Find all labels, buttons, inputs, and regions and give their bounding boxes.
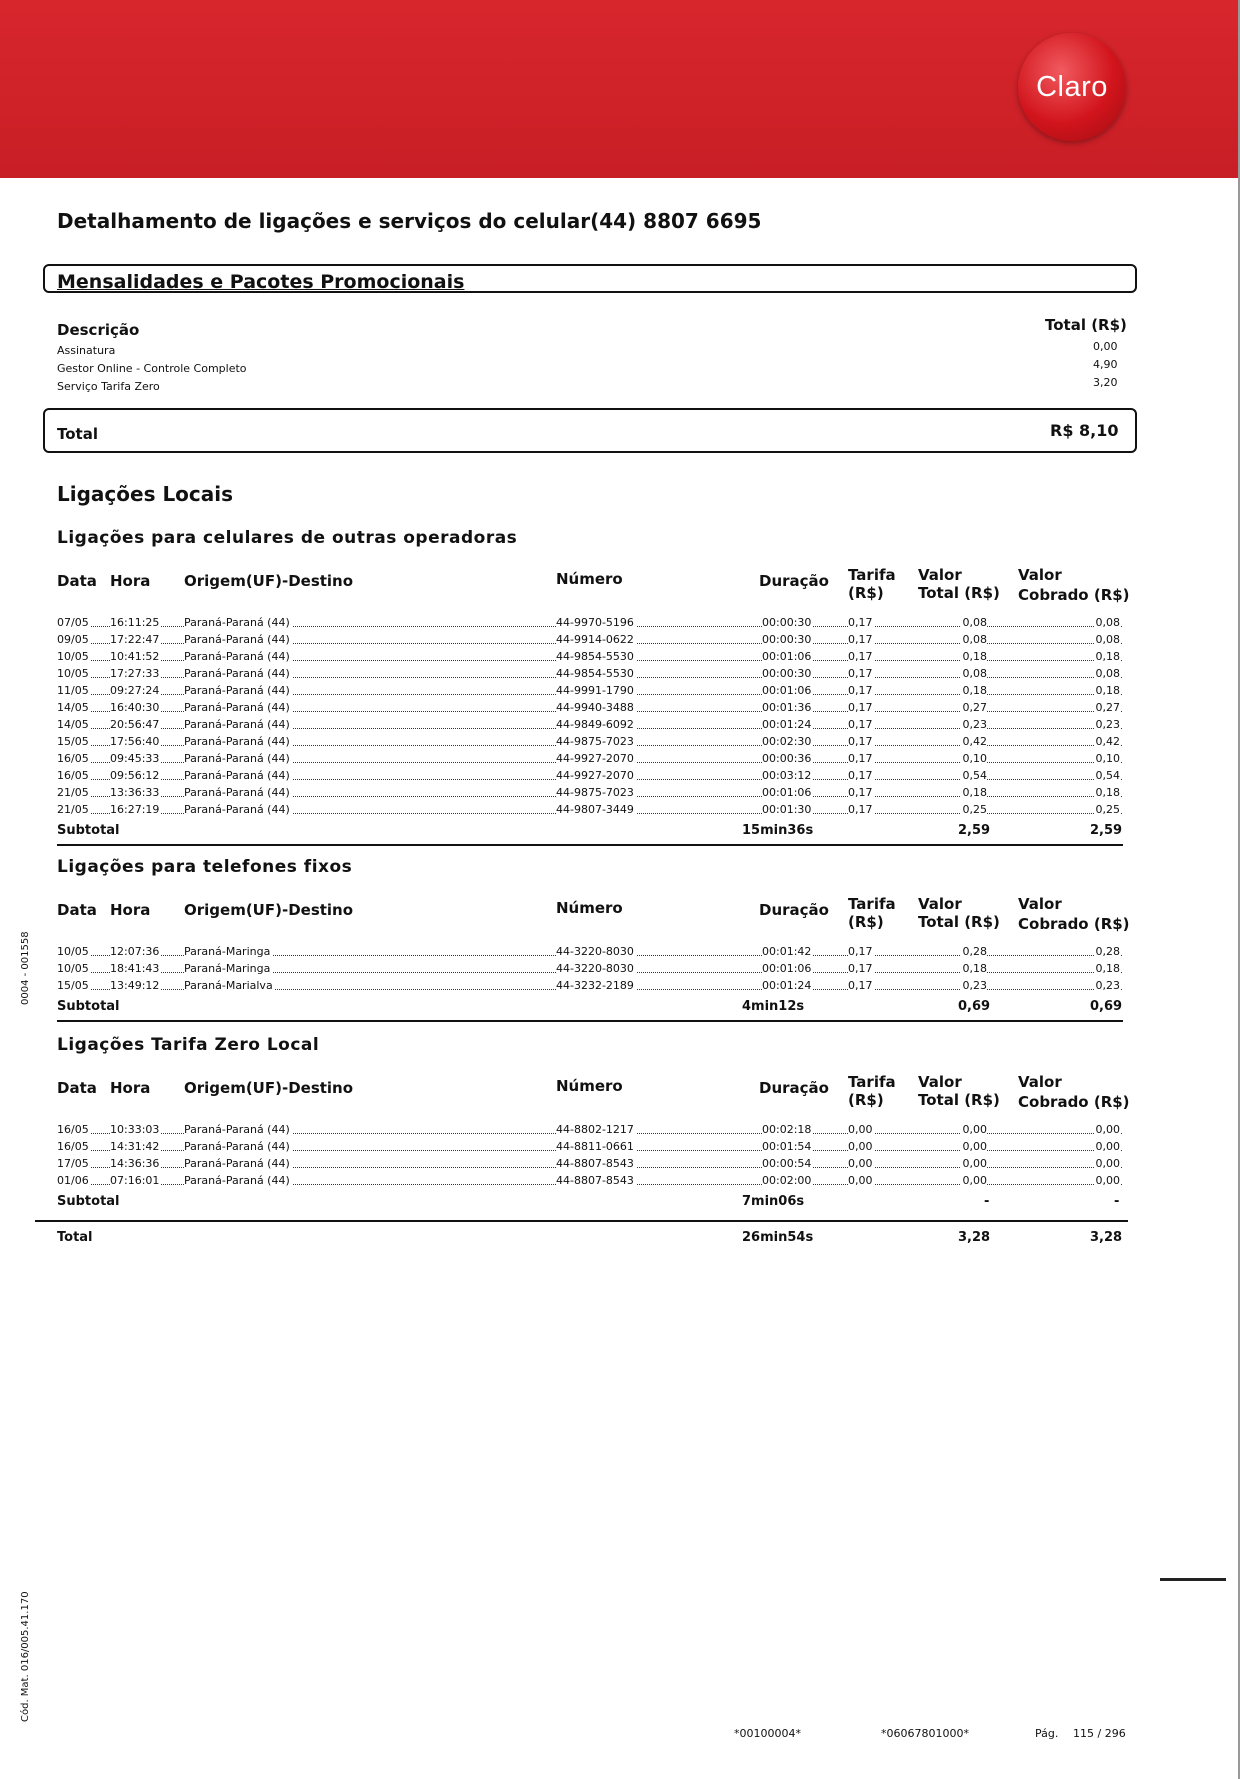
col-numero: Número bbox=[556, 1077, 623, 1095]
cell-numero: 44-3220-8030 bbox=[556, 945, 634, 958]
grand-total-cobrado: 3,28 bbox=[1090, 1230, 1123, 1245]
cell-tarifa: 0,17 bbox=[848, 735, 873, 748]
cell-numero: 44-3232-2189 bbox=[556, 979, 634, 992]
subtotal-label: Subtotal bbox=[57, 999, 120, 1014]
col-duracao: Duração bbox=[759, 572, 829, 590]
section-title: Ligações para celulares de outras operadoras bbox=[57, 528, 518, 548]
col-origem: Origem(UF)-Destino bbox=[184, 1079, 354, 1097]
table-row bbox=[57, 1157, 1122, 1174]
cell-duracao: 00:01:06 bbox=[762, 962, 812, 975]
table-row bbox=[57, 1140, 1122, 1157]
cell-tarifa: 0,00 bbox=[848, 1174, 873, 1187]
fee-value: 0,00 bbox=[1093, 340, 1118, 353]
cell-valor-total: 0,00 bbox=[962, 1174, 987, 1187]
cell-hora: 09:45:33 bbox=[110, 752, 160, 765]
cell-valor-cobrado: 0,08 bbox=[1095, 633, 1120, 646]
claro-logo: Claro bbox=[1018, 33, 1126, 141]
cell-tarifa: 0,17 bbox=[848, 701, 873, 714]
col-tarifa-unit: (R$) bbox=[848, 913, 884, 931]
col-valor-cobrado: Valor bbox=[1018, 1073, 1062, 1091]
cell-data: 21/05 bbox=[57, 803, 89, 816]
col-valor-total-unit: Total (R$) bbox=[918, 584, 1000, 602]
cell-duracao: 00:02:30 bbox=[762, 735, 812, 748]
col-valor-total: Valor bbox=[918, 895, 962, 913]
mensalidades-title: Mensalidades e Pacotes Promocionais bbox=[57, 271, 465, 293]
cell-hora: 10:33:03 bbox=[110, 1123, 160, 1136]
cell-valor-total: 0,54 bbox=[962, 769, 987, 782]
cell-data: 14/05 bbox=[57, 718, 89, 731]
cell-hora: 20:56:47 bbox=[110, 718, 160, 731]
cell-valor-cobrado: 0,18 bbox=[1095, 962, 1120, 975]
cell-valor-cobrado: 0,25 bbox=[1095, 803, 1120, 816]
subtotal-valor-cobrado: - bbox=[1114, 1194, 1120, 1209]
cell-origem: Paraná-Paraná (44) bbox=[184, 701, 290, 714]
cell-valor-total: 0,00 bbox=[962, 1140, 987, 1153]
cell-origem: Paraná-Paraná (44) bbox=[184, 718, 290, 731]
cell-duracao: 00:01:24 bbox=[762, 979, 812, 992]
cell-duracao: 00:01:06 bbox=[762, 650, 812, 663]
cell-data: 10/05 bbox=[57, 650, 89, 663]
cell-valor-total: 0,18 bbox=[962, 962, 987, 975]
cell-numero: 44-8802-1217 bbox=[556, 1123, 634, 1136]
mensalidades-total-box bbox=[43, 408, 1137, 453]
cell-tarifa: 0,17 bbox=[848, 945, 873, 958]
table-row bbox=[57, 752, 1122, 769]
table-row bbox=[57, 962, 1122, 979]
cell-valor-cobrado: 0,00 bbox=[1095, 1140, 1120, 1153]
cell-valor-cobrado: 0,54 bbox=[1095, 769, 1120, 782]
cell-numero: 44-9940-3488 bbox=[556, 701, 634, 714]
cell-data: 21/05 bbox=[57, 786, 89, 799]
cell-valor-cobrado: 0,28 bbox=[1095, 945, 1120, 958]
footer-code-1: *00100004* bbox=[734, 1727, 801, 1740]
cell-numero: 44-8811-0661 bbox=[556, 1140, 634, 1153]
subtotal-duracao: 4min12s bbox=[742, 999, 805, 1014]
cell-valor-cobrado: 0,18 bbox=[1095, 684, 1120, 697]
cell-numero: 44-9927-2070 bbox=[556, 769, 634, 782]
cell-tarifa: 0,17 bbox=[848, 633, 873, 646]
cell-hora: 12:07:36 bbox=[110, 945, 160, 958]
footer-code-2: *06067801000* bbox=[881, 1727, 969, 1740]
cell-numero: 44-9854-5530 bbox=[556, 667, 634, 680]
cell-data: 16/05 bbox=[57, 769, 89, 782]
fee-desc: Serviço Tarifa Zero bbox=[57, 380, 160, 393]
cell-valor-total: 0,08 bbox=[962, 667, 987, 680]
cell-valor-total: 0,23 bbox=[962, 718, 987, 731]
table-row bbox=[57, 701, 1122, 718]
subtotal-label: Subtotal bbox=[57, 1194, 120, 1209]
cell-origem: Paraná-Paraná (44) bbox=[184, 786, 290, 799]
cell-valor-cobrado: 0,10 bbox=[1095, 752, 1120, 765]
table-row bbox=[57, 769, 1122, 786]
cell-valor-cobrado: 0,00 bbox=[1095, 1174, 1120, 1187]
cell-hora: 17:27:33 bbox=[110, 667, 160, 680]
cell-numero: 44-8807-8543 bbox=[556, 1157, 634, 1170]
subtotal-label: Subtotal bbox=[57, 823, 120, 838]
col-numero: Número bbox=[556, 899, 623, 917]
cell-data: 14/05 bbox=[57, 701, 89, 714]
col-descricao: Descrição bbox=[57, 321, 140, 339]
cell-valor-total: 0,23 bbox=[962, 979, 987, 992]
cell-numero: 44-9875-7023 bbox=[556, 786, 634, 799]
cell-valor-cobrado: 0,00 bbox=[1095, 1123, 1120, 1136]
cell-origem: Paraná-Paraná (44) bbox=[184, 769, 290, 782]
page-label: Pág. bbox=[1035, 1727, 1059, 1740]
cell-tarifa: 0,17 bbox=[848, 979, 873, 992]
cell-numero: 44-9807-3449 bbox=[556, 803, 634, 816]
grand-total-rule bbox=[35, 1220, 1128, 1222]
cell-data: 16/05 bbox=[57, 1123, 89, 1136]
cell-numero: 44-9991-1790 bbox=[556, 684, 634, 697]
cell-hora: 16:40:30 bbox=[110, 701, 160, 714]
cell-duracao: 00:01:54 bbox=[762, 1140, 812, 1153]
col-data: Data bbox=[57, 1079, 97, 1097]
cell-valor-cobrado: 0,08 bbox=[1095, 667, 1120, 680]
col-data: Data bbox=[57, 901, 97, 919]
cell-data: 01/06 bbox=[57, 1174, 89, 1187]
table-row bbox=[57, 650, 1122, 667]
cell-valor-total: 0,10 bbox=[962, 752, 987, 765]
cell-data: 10/05 bbox=[57, 667, 89, 680]
cell-duracao: 00:01:36 bbox=[762, 701, 812, 714]
grand-total-duracao: 26min54s bbox=[742, 1230, 814, 1245]
col-valor-cobrado-unit: Cobrado (R$) bbox=[1018, 915, 1130, 933]
subtotal-rule bbox=[57, 1020, 1123, 1022]
cell-duracao: 00:00:54 bbox=[762, 1157, 812, 1170]
cell-valor-total: 0,42 bbox=[962, 735, 987, 748]
cell-hora: 17:56:40 bbox=[110, 735, 160, 748]
cell-hora: 13:36:33 bbox=[110, 786, 160, 799]
cell-tarifa: 0,17 bbox=[848, 718, 873, 731]
cell-duracao: 00:03:12 bbox=[762, 769, 812, 782]
subtotal-duracao: 15min36s bbox=[742, 823, 814, 838]
col-tarifa-unit: (R$) bbox=[848, 584, 884, 602]
page-number: 115 / 296 bbox=[1073, 1727, 1126, 1740]
cell-tarifa: 0,17 bbox=[848, 616, 873, 629]
cell-numero: 44-9927-2070 bbox=[556, 752, 634, 765]
cell-numero: 44-3220-8030 bbox=[556, 962, 634, 975]
cell-numero: 44-9914-0622 bbox=[556, 633, 634, 646]
cell-valor-cobrado: 0,27 bbox=[1095, 701, 1120, 714]
fee-desc: Assinatura bbox=[57, 344, 116, 357]
cell-data: 17/05 bbox=[57, 1157, 89, 1170]
col-valor-cobrado-unit: Cobrado (R$) bbox=[1018, 586, 1130, 604]
subtotal-duracao: 7min06s bbox=[742, 1194, 805, 1209]
table-row bbox=[57, 1174, 1122, 1191]
cell-valor-cobrado: 0,42 bbox=[1095, 735, 1120, 748]
table-row bbox=[57, 616, 1122, 633]
cell-duracao: 00:01:24 bbox=[762, 718, 812, 731]
cell-valor-cobrado: 0,08 bbox=[1095, 616, 1120, 629]
cell-valor-cobrado: 0,00 bbox=[1095, 1157, 1120, 1170]
cell-valor-total: 0,00 bbox=[962, 1157, 987, 1170]
cell-duracao: 00:00:30 bbox=[762, 667, 812, 680]
subtotal-valor-cobrado: 0,69 bbox=[1090, 999, 1123, 1014]
cell-valor-total: 0,18 bbox=[962, 650, 987, 663]
cell-duracao: 00:01:42 bbox=[762, 945, 812, 958]
cell-numero: 44-9849-6092 bbox=[556, 718, 634, 731]
col-valor-cobrado-unit: Cobrado (R$) bbox=[1018, 1093, 1130, 1111]
table-row bbox=[57, 979, 1122, 996]
col-valor-total: Valor bbox=[918, 566, 962, 584]
cell-hora: 13:49:12 bbox=[110, 979, 160, 992]
cell-origem: Paraná-Maringa bbox=[184, 945, 271, 958]
col-duracao: Duração bbox=[759, 1079, 829, 1097]
cell-duracao: 00:01:06 bbox=[762, 684, 812, 697]
grand-total-valor: 3,28 bbox=[958, 1230, 991, 1245]
col-duracao: Duração bbox=[759, 901, 829, 919]
subtotal-valor-total: - bbox=[984, 1194, 990, 1209]
cell-duracao: 00:02:18 bbox=[762, 1123, 812, 1136]
cell-data: 10/05 bbox=[57, 962, 89, 975]
subtotal-rule bbox=[57, 844, 1123, 846]
table-row bbox=[57, 1123, 1122, 1140]
cell-tarifa: 0,17 bbox=[848, 752, 873, 765]
cell-tarifa: 0,17 bbox=[848, 803, 873, 816]
cell-origem: Paraná-Paraná (44) bbox=[184, 803, 290, 816]
cell-tarifa: 0,00 bbox=[848, 1123, 873, 1136]
section-title: Ligações para telefones fixos bbox=[57, 857, 353, 877]
fee-value: 4,90 bbox=[1093, 358, 1118, 371]
cell-valor-total: 0,27 bbox=[962, 701, 987, 714]
col-tarifa: Tarifa bbox=[848, 566, 896, 584]
col-tarifa: Tarifa bbox=[848, 1073, 896, 1091]
cell-origem: Paraná-Paraná (44) bbox=[184, 633, 290, 646]
cell-duracao: 00:01:30 bbox=[762, 803, 812, 816]
subtotal-valor-cobrado: 2,59 bbox=[1090, 823, 1123, 838]
cell-hora: 14:36:36 bbox=[110, 1157, 160, 1170]
cell-hora: 10:41:52 bbox=[110, 650, 160, 663]
cell-origem: Paraná-Paraná (44) bbox=[184, 616, 290, 629]
cell-tarifa: 0,00 bbox=[848, 1157, 873, 1170]
col-hora: Hora bbox=[110, 572, 151, 590]
cell-hora: 07:16:01 bbox=[110, 1174, 160, 1187]
margin-mark bbox=[1160, 1578, 1226, 1581]
cell-tarifa: 0,17 bbox=[848, 684, 873, 697]
grand-total-label: Total bbox=[57, 1230, 93, 1245]
table-row bbox=[57, 718, 1122, 735]
table-row bbox=[57, 803, 1122, 820]
cell-tarifa: 0,17 bbox=[848, 962, 873, 975]
cell-origem: Paraná-Paraná (44) bbox=[184, 684, 290, 697]
col-origem: Origem(UF)-Destino bbox=[184, 572, 354, 590]
cell-hora: 18:41:43 bbox=[110, 962, 160, 975]
cod-mat: Cód. Mat. 016/005.41.170 bbox=[20, 1591, 31, 1722]
cell-data: 16/05 bbox=[57, 1140, 89, 1153]
cell-hora: 09:27:24 bbox=[110, 684, 160, 697]
cell-duracao: 00:02:00 bbox=[762, 1174, 812, 1187]
cell-origem: Paraná-Maringa bbox=[184, 962, 271, 975]
cell-data: 16/05 bbox=[57, 752, 89, 765]
cell-data: 15/05 bbox=[57, 979, 89, 992]
mensalidades-total-label: Total bbox=[57, 425, 98, 443]
cell-duracao: 00:00:36 bbox=[762, 752, 812, 765]
table-row bbox=[57, 786, 1122, 803]
subtotal-valor-total: 0,69 bbox=[958, 999, 991, 1014]
cell-valor-total: 0,28 bbox=[962, 945, 987, 958]
cell-numero: 44-9854-5530 bbox=[556, 650, 634, 663]
cell-numero: 44-9875-7023 bbox=[556, 735, 634, 748]
cell-origem: Paraná-Paraná (44) bbox=[184, 1157, 290, 1170]
cell-data: 10/05 bbox=[57, 945, 89, 958]
cell-numero: 44-9970-5196 bbox=[556, 616, 634, 629]
cell-hora: 16:11:25 bbox=[110, 616, 160, 629]
cell-data: 15/05 bbox=[57, 735, 89, 748]
cell-tarifa: 0,00 bbox=[848, 1140, 873, 1153]
cell-data: 09/05 bbox=[57, 633, 89, 646]
fee-desc: Gestor Online - Controle Completo bbox=[57, 362, 247, 375]
col-valor-cobrado: Valor bbox=[1018, 895, 1062, 913]
cell-origem: Paraná-Paraná (44) bbox=[184, 1140, 290, 1153]
cell-tarifa: 0,17 bbox=[848, 786, 873, 799]
cell-data: 07/05 bbox=[57, 616, 89, 629]
cell-valor-total: 0,08 bbox=[962, 633, 987, 646]
col-origem: Origem(UF)-Destino bbox=[184, 901, 354, 919]
table-row bbox=[57, 667, 1122, 684]
cell-hora: 14:31:42 bbox=[110, 1140, 160, 1153]
section-title: Ligações Tarifa Zero Local bbox=[57, 1035, 320, 1055]
col-total-rs: Total (R$) bbox=[1045, 316, 1127, 334]
cell-origem: Paraná-Paraná (44) bbox=[184, 1174, 290, 1187]
col-hora: Hora bbox=[110, 901, 151, 919]
cell-valor-total: 0,18 bbox=[962, 786, 987, 799]
fee-value: 3,20 bbox=[1093, 376, 1118, 389]
table-row bbox=[57, 684, 1122, 701]
cell-numero: 44-8807-8543 bbox=[556, 1174, 634, 1187]
cell-hora: 09:56:12 bbox=[110, 769, 160, 782]
batch-code: 0004 - 001558 bbox=[20, 931, 31, 1005]
cell-tarifa: 0,17 bbox=[848, 650, 873, 663]
table-row bbox=[57, 735, 1122, 752]
cell-origem: Paraná-Marialva bbox=[184, 979, 273, 992]
document-title: Detalhamento de ligações e serviços do celular(44) 8807 6695 bbox=[57, 209, 762, 233]
mensalidades-total-value: R$ 8,10 bbox=[1050, 421, 1119, 440]
cell-valor-cobrado: 0,18 bbox=[1095, 650, 1120, 663]
col-numero: Número bbox=[556, 570, 623, 588]
cell-hora: 17:22:47 bbox=[110, 633, 160, 646]
col-hora: Hora bbox=[110, 1079, 151, 1097]
col-tarifa-unit: (R$) bbox=[848, 1091, 884, 1109]
cell-origem: Paraná-Paraná (44) bbox=[184, 1123, 290, 1136]
cell-data: 11/05 bbox=[57, 684, 89, 697]
cell-valor-cobrado: 0,23 bbox=[1095, 718, 1120, 731]
col-valor-total: Valor bbox=[918, 1073, 962, 1091]
col-data: Data bbox=[57, 572, 97, 590]
cell-origem: Paraná-Paraná (44) bbox=[184, 735, 290, 748]
cell-valor-total: 0,08 bbox=[962, 616, 987, 629]
cell-duracao: 00:00:30 bbox=[762, 616, 812, 629]
cell-tarifa: 0,17 bbox=[848, 769, 873, 782]
col-valor-cobrado: Valor bbox=[1018, 566, 1062, 584]
col-valor-total-unit: Total (R$) bbox=[918, 1091, 1000, 1109]
subtotal-valor-total: 2,59 bbox=[958, 823, 991, 838]
col-tarifa: Tarifa bbox=[848, 895, 896, 913]
cell-duracao: 00:00:30 bbox=[762, 633, 812, 646]
col-valor-total-unit: Total (R$) bbox=[918, 913, 1000, 931]
cell-duracao: 00:01:06 bbox=[762, 786, 812, 799]
cell-valor-cobrado: 0,23 bbox=[1095, 979, 1120, 992]
table-row bbox=[57, 945, 1122, 962]
cell-tarifa: 0,17 bbox=[848, 667, 873, 680]
cell-origem: Paraná-Paraná (44) bbox=[184, 667, 290, 680]
cell-origem: Paraná-Paraná (44) bbox=[184, 752, 290, 765]
cell-valor-total: 0,00 bbox=[962, 1123, 987, 1136]
ligacoes-locais-title: Ligações Locais bbox=[57, 482, 234, 506]
table-row bbox=[57, 633, 1122, 650]
cell-hora: 16:27:19 bbox=[110, 803, 160, 816]
cell-valor-cobrado: 0,18 bbox=[1095, 786, 1120, 799]
cell-valor-total: 0,18 bbox=[962, 684, 987, 697]
cell-origem: Paraná-Paraná (44) bbox=[184, 650, 290, 663]
cell-valor-total: 0,25 bbox=[962, 803, 987, 816]
